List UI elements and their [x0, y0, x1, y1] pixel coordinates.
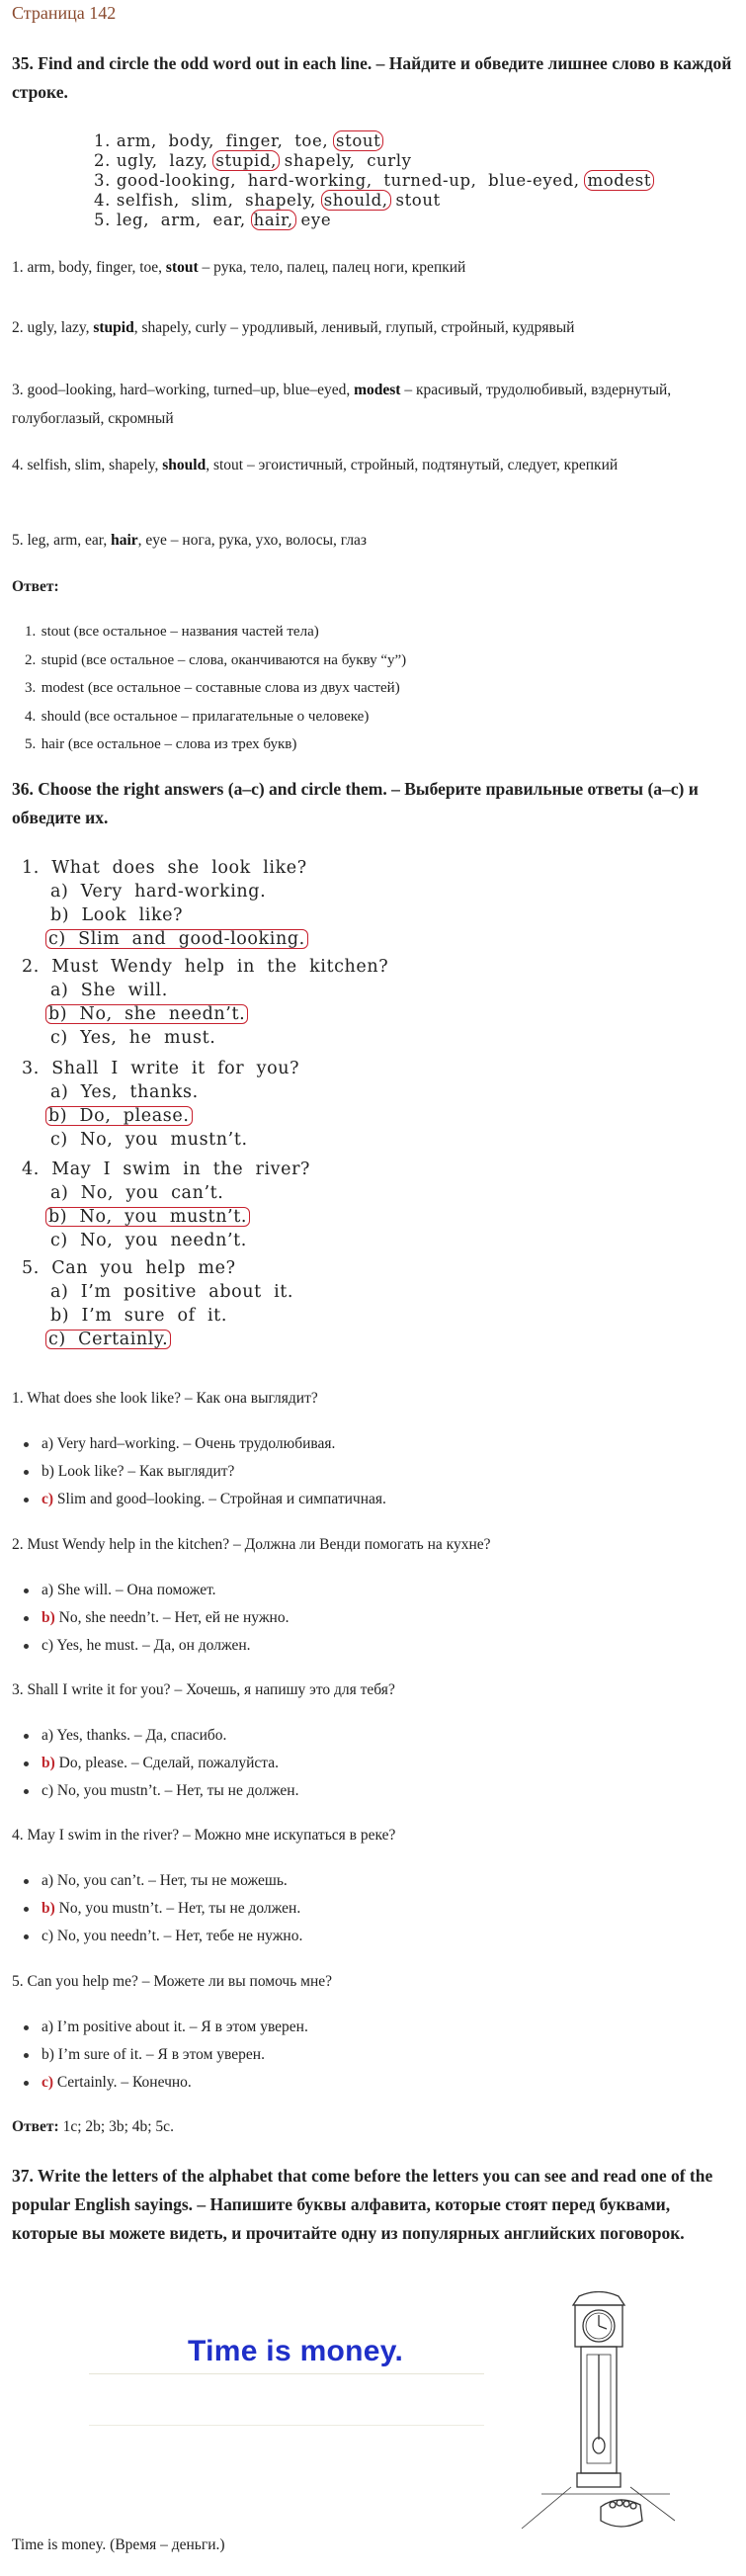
- ex35-textbook-list: [94, 131, 687, 235]
- option-circled: [50, 1330, 171, 1349]
- circled-word: stupid,: [212, 150, 280, 171]
- odd-word: stupid: [93, 319, 134, 336]
- list-item: [25, 618, 716, 646]
- list-item: [22, 1604, 713, 1632]
- option: a) She will.: [50, 981, 168, 1000]
- answer-label: Ответ:: [12, 2118, 59, 2135]
- ex36-options-4: [22, 1867, 713, 1950]
- item-text: a) Yes, thanks. – Да, спасибо.: [41, 1727, 227, 1744]
- question: 5. Can you help me?: [22, 1258, 236, 1278]
- ex36-options-2: [22, 1577, 713, 1660]
- ex35-translation-4: [12, 451, 733, 479]
- line-text: selfish, slim, shapely,: [116, 191, 322, 210]
- item-number: 5.: [25, 736, 37, 753]
- item-number: 3.: [25, 680, 37, 697]
- option: c) Yes, he must.: [50, 1028, 216, 1048]
- item-number: 2.: [25, 651, 37, 668]
- item-text: b) I’m sure of it. – Я в этом уверен.: [41, 2046, 265, 2063]
- circle-mark: [45, 1330, 171, 1349]
- question: 3. Shall I write it for you?: [22, 1059, 300, 1078]
- line-number: 4.: [94, 191, 111, 210]
- item-text: a) No, you can’t. – Нет, ты не можешь.: [41, 1872, 288, 1889]
- item-text: Certainly. – Конечно.: [56, 2074, 192, 2091]
- circled-word: stout: [333, 130, 383, 151]
- line-number: 5.: [94, 211, 111, 229]
- item-text: should (все остальное – прилагательные о человеке): [41, 708, 370, 725]
- option: a) I’m positive about it.: [50, 1282, 294, 1302]
- translation-text: – рука, тело, палец, палец ноги, крепкий: [198, 259, 466, 276]
- circle-mark: [45, 1106, 193, 1126]
- ex35-textbook-line: [94, 211, 331, 230]
- option-circled: [50, 1207, 250, 1227]
- circled-word: should,: [321, 190, 391, 211]
- ex35-textbook-line: [94, 171, 653, 191]
- list-item: [25, 674, 716, 703]
- circled-word: modest: [584, 170, 654, 191]
- option: a) No, you can’t.: [50, 1183, 224, 1203]
- ex36-options-1: [22, 1430, 713, 1513]
- option: b) Look like?: [50, 905, 184, 925]
- question: 2. Must Wendy help in the kitchen?: [22, 957, 389, 977]
- ex36-question-1: 1. What does she look like? – Как она выглядит?: [12, 1390, 318, 1407]
- list-item: [25, 703, 716, 731]
- list-item: [22, 1577, 713, 1604]
- line-text: stout: [389, 191, 441, 210]
- item-text: Slim and good–looking. – Стройная и симпатичная.: [56, 1491, 386, 1507]
- line-number: 2.: [94, 151, 111, 170]
- list-item: [25, 646, 716, 675]
- correct-letter: c): [41, 1491, 54, 1507]
- translation-text: – красивый, трудолюбивый, вздернутый, голубоглазый, скромный: [12, 382, 672, 427]
- translation-text: , shapely, curly – уродливый, ленивый, глупый, стройный, кудрявый: [133, 319, 575, 336]
- option-text: b) Do, please.: [48, 1106, 190, 1126]
- ex36-title: 36. Choose the right answers (a–c) and circle them. – Выберите правильные ответы (a–c) и обведите их.: [12, 779, 699, 827]
- ex35-title: 35. Find and circle the odd word out in each line. – Найдите и обведите лишнее слово в каждой строке.: [12, 53, 732, 102]
- list-item: [22, 2041, 713, 2069]
- ex35-translation-5: [12, 526, 733, 555]
- translation-text: 2. ugly, lazy,: [12, 319, 94, 336]
- ex35-textbook-line: [94, 131, 382, 151]
- ex37-answer: Time is money. (Время – деньги.): [12, 2536, 225, 2553]
- correct-letter: b): [41, 1755, 55, 1771]
- list-item: [22, 1923, 713, 1950]
- item-number: 1.: [25, 624, 37, 640]
- list-item: [22, 1895, 713, 1923]
- line-text: arm, body, finger, toe,: [116, 131, 335, 150]
- ex36-question-4: 4. May I swim in the river? – Можно мне искупаться в реке?: [12, 1827, 396, 1844]
- ex35-translation-3: [12, 376, 733, 433]
- item-text: No, you mustn’t. – Нет, ты не должен.: [58, 1900, 301, 1917]
- handwritten-answer: Time is money.: [188, 2335, 404, 2367]
- item-text: hair (все остальное – слова из трех букв): [41, 736, 297, 753]
- item-text: c) Yes, he must. – Да, он должен.: [41, 1637, 251, 1654]
- item-text: stupid (все остальное – слова, оканчиваются на букву “у”): [41, 651, 407, 668]
- option: b) I’m sure of it.: [50, 1306, 227, 1326]
- list-item: [22, 1430, 713, 1458]
- item-text: c) No, you mustn’t. – Нет, ты не должен.: [41, 1782, 299, 1799]
- option-text: c) Certainly.: [48, 1330, 169, 1349]
- item-text: a) I’m positive about it. – Я в этом уверен.: [41, 2018, 308, 2035]
- clock-crown: [573, 2292, 624, 2306]
- ex37-title: 37. Write the letters of the alphabet that come before the letters you can see and read one of the popular English sayings. – Напишите буквы алфавита, которые стоят перед буквами, которые вы можете видеть, и прочитайте одну из популярных английских поговорок.: [12, 2166, 713, 2243]
- option-circled: [50, 1004, 248, 1024]
- writing-line: [89, 2425, 484, 2426]
- line-text: good-looking, hard-working, turned-up, blue-eyed,: [116, 171, 586, 190]
- question: 1. What does she look like?: [22, 858, 307, 878]
- circle-mark: [45, 1004, 248, 1024]
- item-text: No, she needn’t. – Нет, ей не нужно.: [58, 1609, 290, 1626]
- ex35-textbook-line: [94, 151, 412, 171]
- ex36-question-3: 3. Shall I write it for you? – Хочешь, я напишу это для тебя?: [12, 1681, 395, 1698]
- option: c) No, you mustn’t.: [50, 1130, 248, 1150]
- answer-text: 1c; 2b; 3b; 4b; 5c.: [58, 2118, 174, 2135]
- item-text: Do, please. – Сделай, пожалуйста.: [58, 1755, 279, 1771]
- option-text: c) Slim and good-looking.: [48, 929, 305, 949]
- ex36-textbook: [22, 858, 713, 1352]
- option-circled: [50, 1106, 193, 1126]
- question: 4. May I swim in the river?: [22, 1159, 311, 1179]
- line-number: 1.: [94, 131, 111, 150]
- option: a) Yes, thanks.: [50, 1082, 199, 1102]
- odd-word: should: [162, 457, 207, 473]
- list-item: [22, 2014, 713, 2041]
- circle-mark: [45, 1207, 250, 1227]
- list-item: [22, 1867, 713, 1895]
- list-item: [22, 1750, 713, 1777]
- odd-word: modest: [354, 382, 401, 398]
- list-item: [22, 1632, 713, 1660]
- item-number: 4.: [25, 708, 37, 725]
- list-item: [25, 730, 716, 759]
- correct-letter: b): [41, 1609, 55, 1626]
- item-text: c) No, you needn’t. – Нет, тебе не нужно.: [41, 1928, 303, 1944]
- ex36-answer: [12, 2118, 174, 2136]
- line-text: shapely, curly: [278, 151, 412, 170]
- translation-text: , stout – эгоистичный, стройный, подтянутый, следует, крепкий: [206, 457, 619, 473]
- option: c) No, you needn’t.: [50, 1231, 247, 1250]
- translation-text: , eye – нога, рука, ухо, волосы, глаз: [137, 532, 368, 549]
- item-text: b) Look like? – Как выглядит?: [41, 1463, 235, 1480]
- line-text: ugly, lazy,: [116, 151, 214, 170]
- list-item: [22, 1777, 713, 1805]
- item-text: modest (все остальное – составные слова из двух частей): [41, 680, 400, 697]
- circled-word: hair,: [251, 210, 296, 230]
- list-item: [22, 2069, 713, 2097]
- option-circled: [50, 929, 308, 949]
- ex35-translation-1: [12, 253, 733, 282]
- grandfather-clock-illustration: [502, 2291, 680, 2538]
- item-text: a) Very hard–working. – Очень трудолюбивая.: [41, 1435, 336, 1452]
- ex35-translation-2: [12, 313, 733, 342]
- option-text: b) No, you mustn’t.: [48, 1207, 248, 1227]
- line-text: leg, arm, ear,: [116, 211, 252, 229]
- odd-word: stout: [165, 259, 199, 276]
- list-item: [22, 1722, 713, 1750]
- list-item: [22, 1458, 713, 1486]
- ex36-options-5: [22, 2014, 713, 2097]
- correct-letter: c): [41, 2074, 54, 2091]
- option-text: b) No, she needn’t.: [48, 1004, 246, 1024]
- ex36-question-5: 5. Can you help me? – Можете ли вы помочь мне?: [12, 1973, 333, 1990]
- option: a) Very hard-working.: [50, 882, 267, 902]
- page-label: Страница 142: [12, 3, 117, 23]
- circle-mark: [45, 929, 308, 949]
- ex35-answer-list: [25, 618, 716, 759]
- odd-word: hair: [111, 532, 138, 549]
- ex35-answer-label: Ответ:: [12, 578, 59, 595]
- item-text: stout (все остальное – названия частей тела): [41, 624, 319, 640]
- writing-line: [89, 2373, 484, 2374]
- ex36-options-3: [22, 1722, 713, 1805]
- correct-letter: b): [41, 1900, 55, 1917]
- list-item: [22, 1486, 713, 1513]
- ex36-question-2: 2. Must Wendy help in the kitchen? – Должна ли Венди помогать на кухне?: [12, 1536, 491, 1553]
- item-text: a) She will. – Она поможет.: [41, 1582, 216, 1598]
- translation-text: 5. leg, arm, ear,: [12, 532, 112, 549]
- translation-text: 1. arm, body, finger, toe,: [12, 259, 166, 276]
- line-number: 3.: [94, 171, 111, 190]
- ex35-textbook-line: [94, 191, 441, 211]
- translation-text: 4. selfish, slim, shapely,: [12, 457, 163, 473]
- translation-text: 3. good–looking, hard–working, turned–up, blue–eyed,: [12, 382, 355, 398]
- line-text: eye: [294, 211, 332, 229]
